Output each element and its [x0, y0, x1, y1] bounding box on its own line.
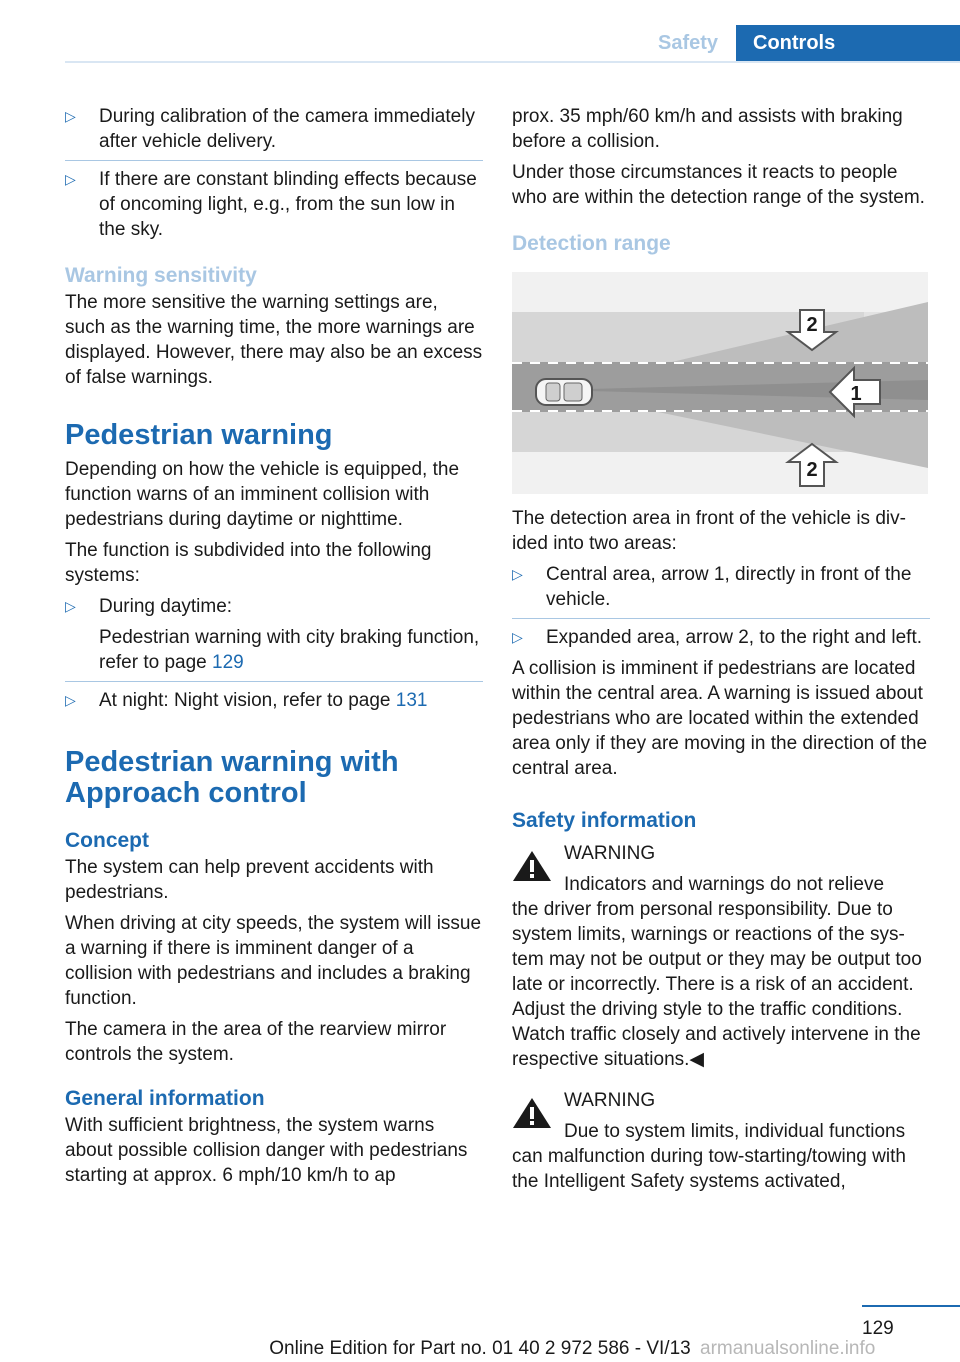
bullet-divider [65, 681, 483, 682]
section-title-pedestrian-warning: Pedestrian warning [65, 419, 333, 451]
warning-block [512, 1088, 930, 1144]
paragraph: A collision is imminent if pedestrians are located within the central area. A warning is issued about pedestrians who are located within the extended area only if they are moving in the direction of the central area. [512, 658, 928, 779]
paragraph: prox. 35 mph/60 km/h and assists with braking before a collision. [512, 106, 903, 152]
watermark: armanualsonline.info [700, 1338, 876, 1359]
edition-line: Online Edition for Part no. 01 40 2 972 586 - VI/13 [269, 1338, 691, 1359]
list-item: ▷ During calibration of the camera immediately after vehicle delivery. [65, 106, 475, 152]
list-item: ▷ Central area, arrow 1, directly in front of the vehicle. [512, 564, 912, 610]
footer-rule [862, 1305, 960, 1307]
paragraph: The function is subdivided into the following systems: [65, 540, 432, 586]
section-title-approach-control: Pedestrian warning with Approach control [65, 746, 399, 809]
left-column [65, 104, 483, 1194]
bullet-divider [65, 160, 483, 161]
subsection-title-concept: Concept [65, 829, 149, 852]
bullet-triangle-icon: ▷ [65, 598, 76, 614]
arrow-1-label: 1 [850, 383, 862, 405]
bullet-triangle-icon: ▷ [65, 692, 76, 708]
arrow-2-bottom-label: 2 [806, 459, 818, 481]
warning-triangle-icon [512, 849, 552, 883]
bullet-triangle-icon: ▷ [512, 629, 523, 645]
paragraph: Under those circumstances it reacts to people who are within the detection range of the system. [512, 162, 925, 208]
page-number: 129 [862, 1318, 894, 1339]
right-column [512, 104, 930, 1200]
warning-text: the driver from personal responsibility. Due to system limits, warnings or reactions of the system may not be output or they may be output too late or incorrectly. There is a risk of an accident. Adjust the driving style to the traffic conditions. Watch traffic closely and actively intervene in the respective situations.◀ [512, 899, 922, 1070]
list-item-detail: Pedestrian warning with city braking function, refer to page 129 [99, 627, 480, 673]
list-item: ▷ During daytime: [65, 596, 233, 617]
paragraph: The camera in the area of the rearview mirror controls the system. [65, 1019, 447, 1065]
paragraph: Depending on how the vehicle is equipped, the function warns of an imminent collision with pedestrians during daytime or nighttime. [65, 459, 460, 530]
warning-text-head: Indicators and warnings do not relieve [564, 874, 885, 895]
bullet-divider [512, 618, 930, 619]
subsection-title-detection-range: Detection range [512, 232, 671, 255]
arrow-2-top-label: 2 [806, 314, 818, 336]
bullet-triangle-icon: ▷ [65, 108, 76, 124]
detection-range-diagram [512, 272, 928, 494]
paragraph: With sufficient brightness, the system warns about possible collision danger with pedestrians starting at approx. 6 mph/10 km/h to ap [65, 1115, 468, 1186]
subsection-title-safety-information: Safety information [512, 809, 697, 832]
paragraph: When driving at city speeds, the system will issue a warning if there is imminent danger of a collision with pedestrians and includes a braking function. [65, 913, 482, 1009]
bullet-triangle-icon: ▷ [65, 171, 76, 187]
paragraph: The detection area in front of the vehicle is divided into two areas: [512, 508, 906, 554]
warning-triangle-icon [512, 1096, 552, 1130]
subsection-title-general-information: General information [65, 1087, 265, 1110]
page-link-129[interactable]: 129 [212, 652, 244, 673]
paragraph: The more sensitive the warning settings are, such as the warning time, the more warnings are displayed. However, there may also be an excess of false warnings. [65, 292, 483, 388]
warning-text-head: Due to system limits, individual functions [564, 1121, 906, 1142]
car-icon [536, 379, 592, 405]
page-link-131[interactable]: 131 [395, 690, 428, 711]
tab-safety[interactable]: Safety [657, 32, 719, 54]
warning-label: WARNING [564, 1090, 656, 1111]
warning-block [512, 841, 930, 897]
warning-label: WARNING [564, 843, 656, 864]
section-title-warning-sensitivity: Warning sensitivity [65, 264, 257, 287]
list-item: ▷ Expanded area, arrow 2, to the right and left. [512, 627, 923, 648]
page-header [0, 0, 960, 66]
bullet-triangle-icon: ▷ [512, 566, 523, 582]
detection-range-figure [512, 272, 928, 494]
list-item: ▷ If there are constant blinding effects because of oncoming light, e.g., from the sun low in the sky. [65, 169, 477, 240]
list-item: ▷ At night: Night vision, refer to page 131 [65, 690, 428, 711]
warning-text: can malfunction during tow-starting/towing with the Intelligent Safety systems activated, [512, 1146, 906, 1192]
paragraph: The system can help prevent accidents with pedestrians. [65, 857, 434, 903]
tab-controls[interactable]: Controls [736, 25, 960, 61]
header-rule [65, 61, 960, 63]
